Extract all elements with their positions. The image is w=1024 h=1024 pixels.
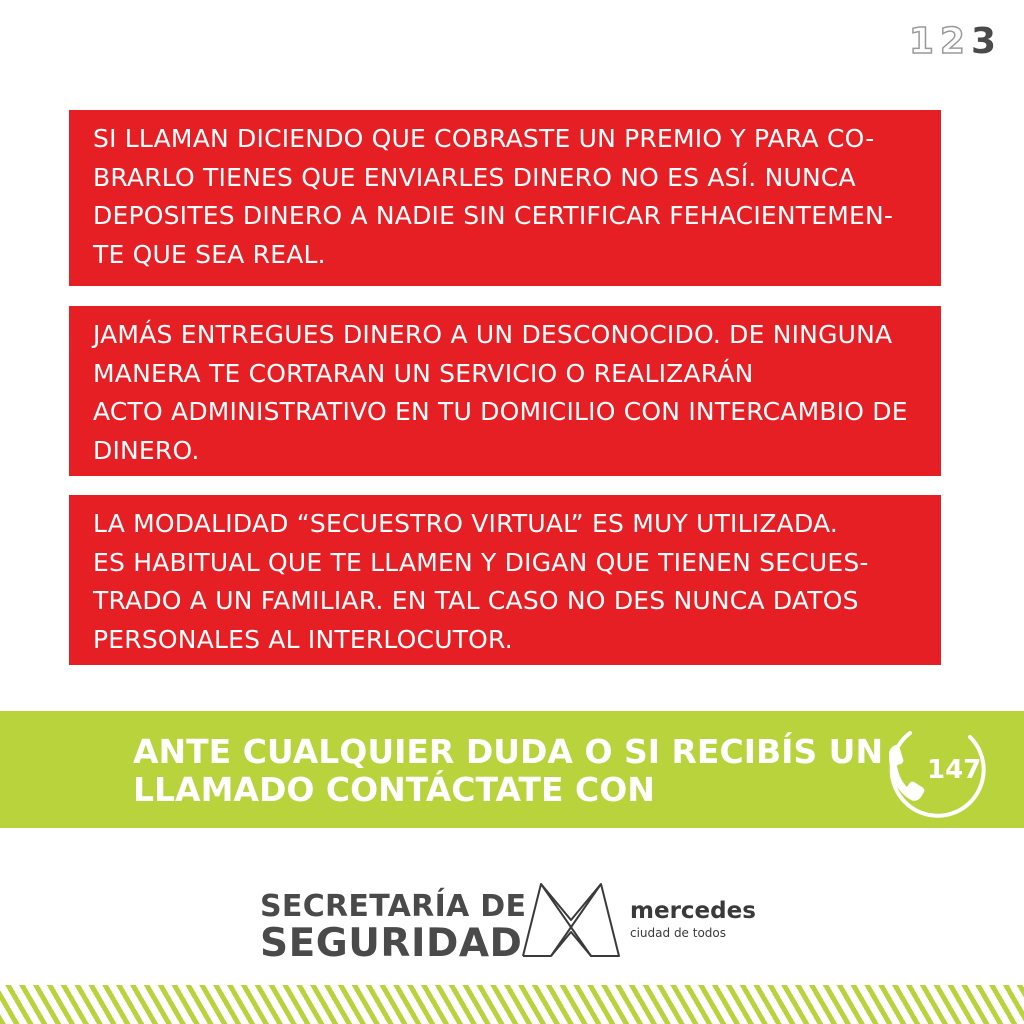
page-number-2: 2 bbox=[939, 21, 965, 62]
tip-card-prize-scam bbox=[69, 110, 941, 286]
tip-line: SI LLAMAN DICIENDO QUE COBRASTE UN PREMIO Y PARA CO- bbox=[93, 124, 875, 153]
tip-line: ACTO ADMINISTRATIVO EN TU DOMICILIO CON INTERCAMBIO DE bbox=[93, 397, 908, 426]
tip-line: MANERA TE CORTARAN UN SERVICIO O REALIZARÁN bbox=[93, 358, 754, 388]
mercedes-logo-mark bbox=[521, 880, 621, 960]
phone-number: 147 bbox=[927, 755, 982, 785]
contact-banner bbox=[0, 711, 1024, 828]
secretaria-logo: SECRETARÍA DE SEGURIDAD bbox=[260, 889, 527, 966]
tip-line: TRADO A UN FAMILIAR. EN TAL CASO NO DES NUNCA DATOS bbox=[93, 586, 859, 615]
decorative-stripes bbox=[0, 985, 1024, 1024]
tip-line: PERSONALES AL INTERLOCUTOR. bbox=[93, 624, 513, 654]
page-number-3-current: 3 bbox=[970, 21, 996, 62]
tip-line: ES HABITUAL QUE TE LLAMEN Y DIGAN QUE TIENEN SECUES- bbox=[93, 547, 869, 577]
contact-message: ANTE CUALQUIER DUDA O SI RECIBÍS UN LLAMADO CONTÁCTATE CON bbox=[133, 732, 884, 809]
tip-card-stranger-money bbox=[69, 306, 941, 476]
tip-card-virtual-kidnapping bbox=[69, 495, 941, 665]
page-number-1: 1 bbox=[908, 21, 934, 62]
page-indicator bbox=[909, 22, 996, 62]
tip-line: BRARLO TIENES QUE ENVIARLES DINERO NO ES ASÍ. NUNCA bbox=[93, 162, 856, 192]
tip-line: DEPOSITES DINERO A NADIE SIN CERTIFICAR FEHACIENTEMEN- bbox=[93, 201, 894, 230]
tip-line: TE QUE SEA REAL. bbox=[93, 239, 326, 269]
tip-line: JAMÁS ENTREGUES DINERO A UN DESCONOCIDO. DE NINGUNA bbox=[93, 320, 893, 349]
mercedes-brand-name: mercedes bbox=[630, 898, 756, 924]
mercedes-tagline: ciudad de todos bbox=[630, 926, 727, 940]
tip-line: LA MODALIDAD “SECUESTRO VIRTUAL” ES MUY UTILIZADA. bbox=[93, 509, 838, 538]
tip-line: DINERO. bbox=[93, 435, 200, 465]
